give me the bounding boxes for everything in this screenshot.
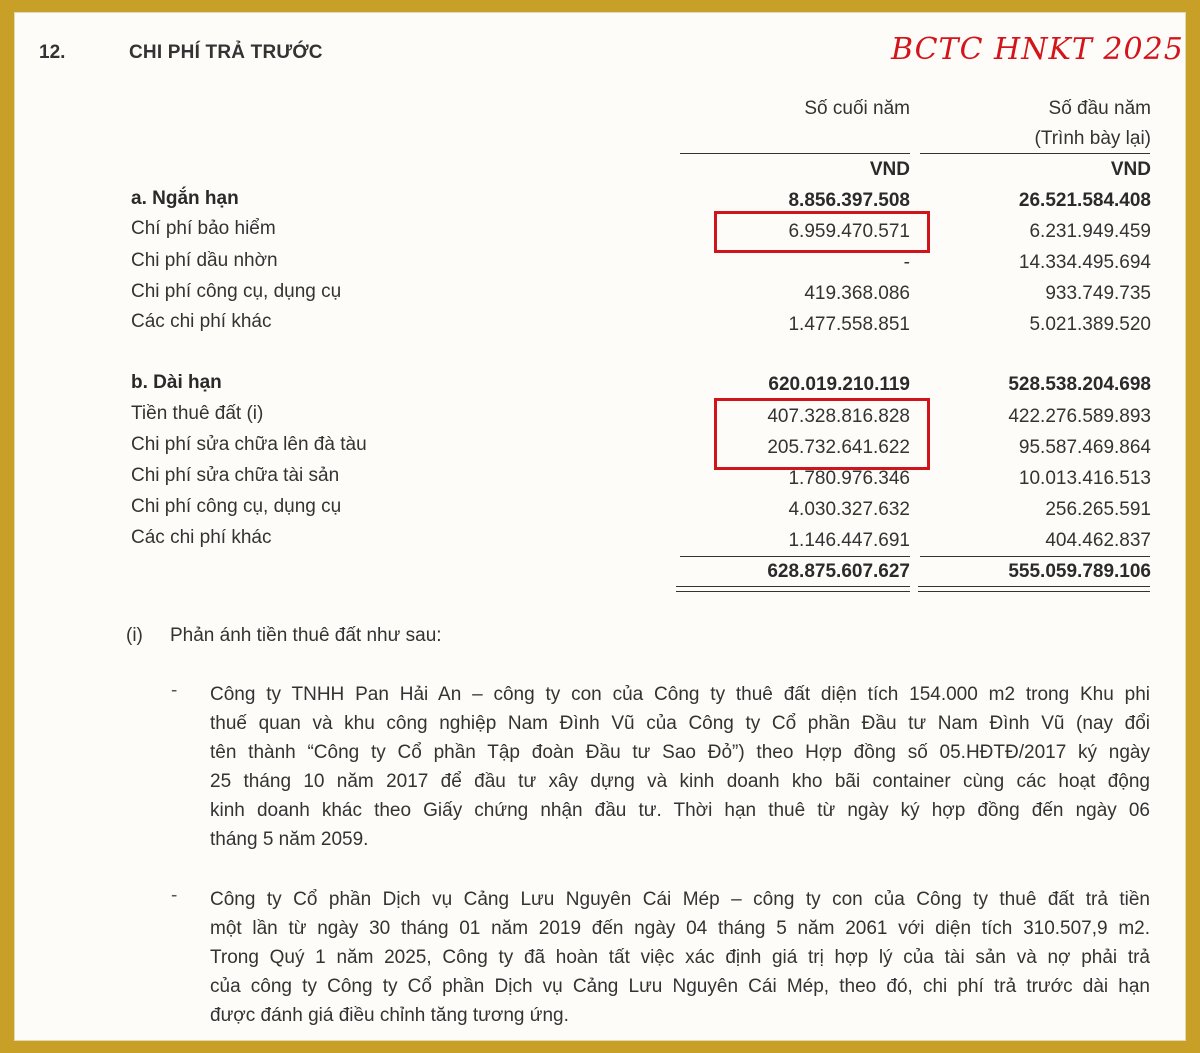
double-rule-begin [918, 586, 1150, 592]
long-term-title: b. Dài hạn [131, 372, 222, 393]
paragraph-line: Trong Quý 1 năm 2025, Công ty đã hoàn tất việc xác định giá trị hợp lý của tài sản và nợ phải trả [210, 947, 1150, 968]
highlight-box-insurance [714, 211, 930, 253]
col-end-currency: VND [869, 159, 910, 180]
paragraph-line: thuế quan và khu công nghiệp Nam Đình Vũ của Công ty Cổ phần Đầu tư Nam Đình Vũ (nay đổi [210, 713, 1150, 734]
double-rule-end [676, 586, 910, 592]
highlight-box-long-term [714, 398, 930, 470]
table-row-label: Chi phí công cụ, dụng cụ [131, 496, 342, 517]
long-term-total-end: 620.019.210.119 [768, 374, 910, 395]
paragraph-line: Công ty TNHH Pan Hải An – công ty con của Công ty thuê đất diện tích 154.000 m2 trong Khu phi [210, 684, 1150, 705]
short-term-title: a. Ngắn hạn [131, 188, 239, 209]
table-row-end: 1.477.558.851 [788, 314, 910, 335]
paragraph-line: Công ty Cổ phần Dịch vụ Cảng Lưu Nguyên Cái Mép – công ty con của Công ty thuê đất trả tiền [210, 889, 1150, 910]
table-row-begin: 10.013.416.513 [1018, 468, 1151, 489]
table-row-begin: 422.276.589.893 [1008, 406, 1151, 427]
document-page [14, 12, 1186, 1041]
paragraph-line: kinh doanh khác theo Giấy chứng nhận đầu tư. Thời hạn thuê từ ngày ký hợp đồng đến ngày 06 [210, 800, 1150, 821]
header-rule-end [680, 153, 910, 154]
paragraph-line: một lần từ ngày 30 tháng 01 năm 2019 đến ngày 04 tháng 5 năm 2061 với diện tích 310.507,9 m2. [210, 918, 1150, 939]
note-marker: (i) [126, 625, 143, 646]
table-row-end: 407.328.816.828 [767, 406, 910, 427]
table-row-begin: 404.462.837 [1045, 530, 1151, 551]
paragraph-line: tên thành “Công ty Cổ phần Tập đoàn Đầu tư Sao Đỏ”) theo Hợp đồng số 05.HĐTĐ/2017 ký ngày [210, 742, 1150, 763]
paragraph-line: 25 tháng 10 năm 2017 để đầu tư xây dựng và kinh doanh kho bãi container cùng các hoạt động [210, 771, 1150, 792]
table-row-begin: 14.334.495.694 [1018, 252, 1151, 273]
table-row-label: Chi phí công cụ, dụng cụ [131, 281, 342, 302]
table-row-begin: 6.231.949.459 [1029, 221, 1151, 242]
table-row-end: 6.959.470.571 [788, 221, 910, 242]
bullet-1: - [171, 680, 178, 701]
table-row-label: Chi phí sửa chữa lên đà tàu [131, 434, 367, 455]
short-term-total-begin: 26.521.584.408 [1018, 190, 1151, 211]
note-paragraph-1 [210, 680, 1150, 854]
note-intro: Phản ánh tiền thuê đất như sau: [170, 625, 442, 646]
bullet-2: - [171, 885, 178, 906]
col-begin-currency: VND [1110, 159, 1151, 180]
grand-total-begin: 555.059.789.106 [1008, 561, 1151, 582]
paragraph-line: được đánh giá điều chỉnh tăng tương ứng. [210, 1005, 569, 1026]
table-row-end: - [903, 252, 910, 273]
table-row-begin: 256.265.591 [1045, 499, 1151, 520]
note-paragraph-2 [210, 885, 1150, 1030]
table-row-label: Tiền thuê đất (i) [131, 403, 264, 424]
table-row-end: 4.030.327.632 [788, 499, 910, 520]
section-title: CHI PHÍ TRẢ TRƯỚC [129, 42, 323, 63]
table-row-begin: 95.587.469.864 [1018, 437, 1151, 458]
col-begin-year-header: Số đầu năm [1048, 98, 1151, 119]
table-row-begin: 933.749.735 [1045, 283, 1151, 304]
paragraph-line: tháng 5 năm 2059. [210, 829, 369, 850]
section-number: 12. [39, 42, 66, 63]
table-row-end: 1.780.976.346 [788, 468, 910, 489]
table-row-label: Chi phí sửa chữa tài sản [131, 465, 340, 486]
total-rule-end [680, 556, 910, 557]
table-row-end: 419.368.086 [804, 283, 910, 304]
paragraph-line: của công ty Công ty Cổ phần Dịch vụ Cảng Lưu Nguyên Cái Mép, theo đó, chi phí trả trước dài hạn [210, 976, 1150, 997]
table-row-label: Chí phí bảo hiểm [131, 218, 276, 239]
grand-total-end: 628.875.607.627 [767, 561, 910, 582]
col-end-year-header: Số cuối năm [804, 98, 910, 119]
table-row-label: Các chi phí khác [131, 311, 272, 332]
table-row-end: 1.146.447.691 [788, 530, 910, 551]
table-row-label: Các chi phí khác [131, 527, 272, 548]
total-rule-begin [920, 556, 1150, 557]
header-rule-begin [920, 153, 1150, 154]
short-term-total-end: 8.856.397.508 [788, 190, 910, 211]
table-row-begin: 5.021.389.520 [1029, 314, 1151, 335]
table-row-end: 205.732.641.622 [767, 437, 910, 458]
handwritten-stamp: BCTC HNKT 2025 [891, 32, 1184, 67]
long-term-total-begin: 528.538.204.698 [1008, 374, 1151, 395]
table-row-label: Chi phí dầu nhờn [131, 250, 278, 271]
col-begin-year-note: (Trình bày lại) [1034, 128, 1151, 149]
